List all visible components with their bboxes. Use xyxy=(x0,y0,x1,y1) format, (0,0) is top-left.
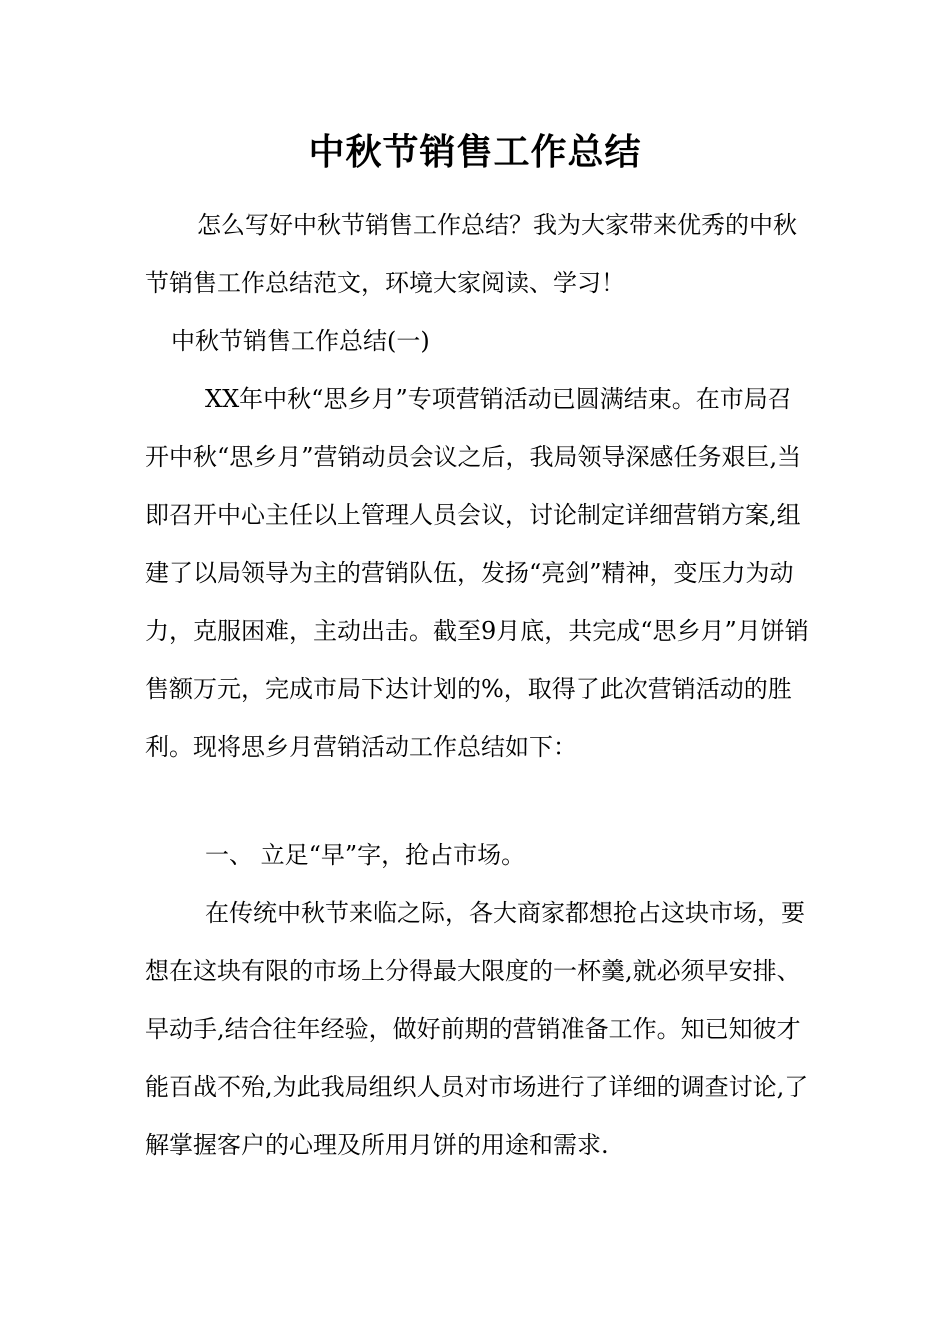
subheading-1: 一、 立足“早”字，抢占市场。 xyxy=(205,841,526,869)
body-paragraph-2: 在传统中秋节来临之际，各大商家都想抢占这块市场，要想在这块有限的市场上分得最大限度的一杯羹,就必须早安排、早动手,结合往年经验，做好前期的营销准备工作。知已知彼才能百战不殆,为此我局组织人员对市场进行了详细的调查讨论,了解掌握客户的心理及所用月饼的用途和需求. xyxy=(145,899,809,1159)
intro-paragraph: 怎么写好中秋节销售工作总结？我为大家带来优秀的中秋节销售工作总结范文，环境大家阅读、学习！ xyxy=(145,211,797,297)
section-title: 中秋节销售工作总结(一) xyxy=(171,327,430,355)
document-title: 中秋节销售工作总结 xyxy=(308,132,642,173)
body-paragraph-1: XX年中秋“思乡月”专项营销活动已圆满结束。在市局召开中秋“思乡月”营销动员会议之后，我局领导深感任务艰巨,当即召开中心主任以上管理人员会议，讨论制定详细营销方案,组建了以局领导为主的营销队伍，发扬“亮剑”精神，变压力为动力，克服困难，主动出击。截至9月底，共完成“思乡月”月饼销售额万元，完成市局下达计划的%，取得了此次营销活动的胜利。现将思乡月营销活动工作总结如下： xyxy=(145,385,809,761)
